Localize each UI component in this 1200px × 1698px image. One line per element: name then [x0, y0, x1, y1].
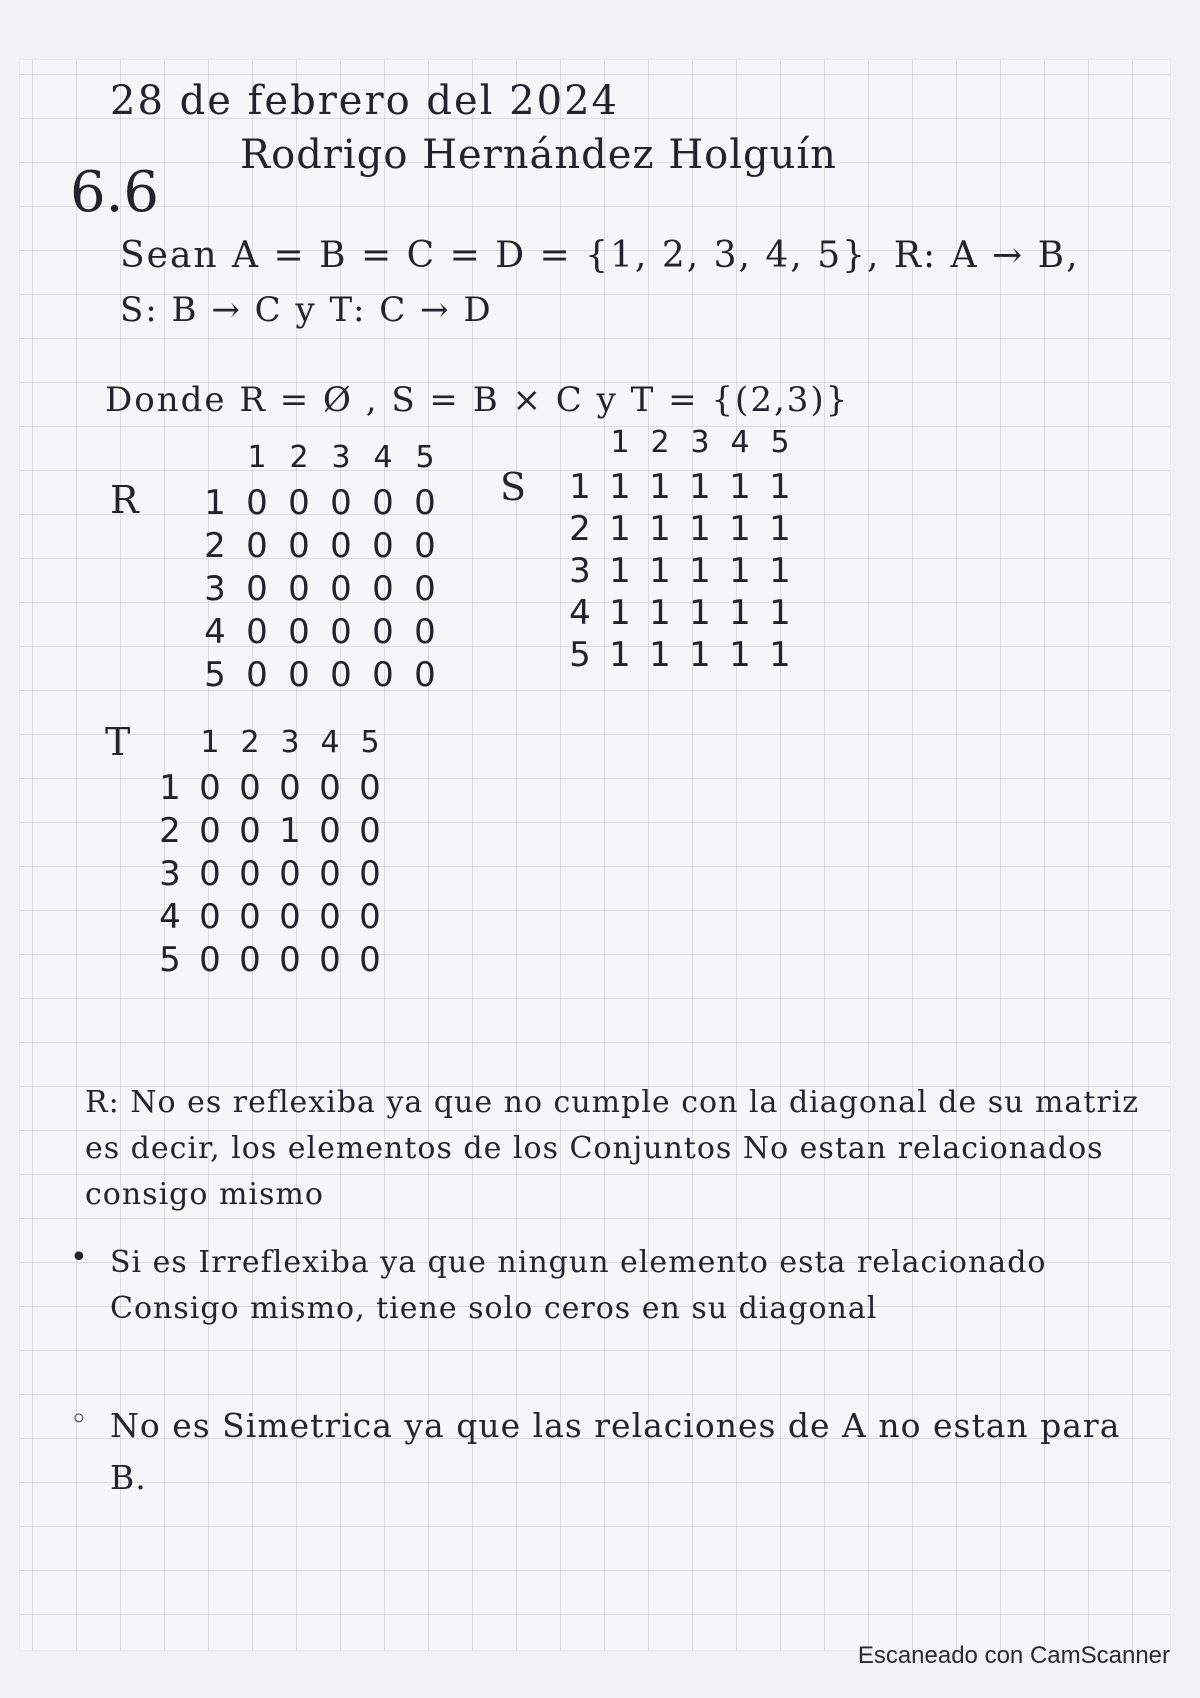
note-irreflexive: Si es Irreflexiba ya que ningun elemento esta relacionado Consigo mismo, tiene solo ceros en su diagonal	[110, 1245, 1047, 1326]
matrix-column-header: 4	[320, 725, 340, 760]
matrix-column-header: 5	[415, 440, 435, 475]
scanner-watermark: Escaneado con CamScanner	[857, 1642, 1170, 1669]
matrix-cell: 0	[246, 483, 268, 523]
matrix-cell: 0	[330, 569, 352, 609]
matrix-cell: 1	[279, 811, 301, 851]
matrix-column-header: 4	[373, 440, 393, 475]
matrix-cell: 1	[649, 593, 671, 633]
matrix-column-header: 5	[360, 725, 380, 760]
matrix-cell: 1	[689, 635, 711, 675]
matrix-cell: 1	[729, 593, 751, 633]
matrix-row-header: 5	[204, 655, 226, 695]
matrix-cell: 0	[246, 526, 268, 566]
matrix-column-header: 3	[280, 725, 300, 760]
matrix-cell: 1	[689, 551, 711, 591]
matrix-cell: 1	[729, 509, 751, 549]
matrix-column-header: 1	[200, 725, 220, 760]
bullet-icon: ◦	[70, 1402, 88, 1437]
matrix-cell: 0	[359, 811, 381, 851]
matrix-row-header: 1	[569, 467, 591, 507]
matrix-cell: 0	[330, 483, 352, 523]
matrix-cell: 0	[279, 854, 301, 894]
matrix-t-label: T	[105, 720, 131, 764]
matrix-cell: 0	[279, 940, 301, 980]
matrix-cell: 1	[609, 593, 631, 633]
matrix-cell: 1	[609, 635, 631, 675]
matrix-row-header: 2	[204, 526, 226, 566]
matrix-cell: 0	[319, 854, 341, 894]
matrix-cell: 0	[414, 569, 436, 609]
matrix-cell: 0	[372, 526, 394, 566]
statement-line-3: Donde R = Ø , S = B × C y T = {(2,3)}	[105, 380, 850, 420]
matrix-cell: 0	[288, 483, 310, 523]
matrix-cell: 1	[769, 635, 791, 675]
matrix-r-label: R	[110, 478, 139, 522]
matrix-cell: 0	[319, 768, 341, 808]
matrix-row-header: 2	[569, 509, 591, 549]
matrix-cell: 0	[199, 854, 221, 894]
matrix-cell: 0	[288, 612, 310, 652]
matrix-cell: 0	[414, 526, 436, 566]
statement-line-2: S: B → C y T: C → D	[120, 290, 493, 330]
matrix-cell: 0	[279, 768, 301, 808]
matrix-cell: 0	[319, 897, 341, 937]
matrix-cell: 1	[609, 467, 631, 507]
matrix-cell: 0	[414, 655, 436, 695]
note-symmetric: No es Simetrica ya que las relaciones de A no estan para B.	[110, 1406, 1121, 1497]
matrix-cell: 1	[649, 635, 671, 675]
matrix-cell: 0	[372, 655, 394, 695]
matrix-column-header: 2	[650, 425, 670, 460]
matrix-cell: 0	[288, 526, 310, 566]
matrix-row-header: 1	[159, 768, 181, 808]
matrix-cell: 0	[199, 768, 221, 808]
matrix-row-header: 3	[159, 854, 181, 894]
matrix-column-header: 2	[289, 440, 309, 475]
matrix-cell: 0	[359, 768, 381, 808]
matrix-column-header: 3	[690, 425, 710, 460]
matrix-cell: 1	[769, 593, 791, 633]
matrix-cell: 0	[372, 612, 394, 652]
bullet-icon: •	[70, 1240, 88, 1275]
matrix-cell: 0	[239, 897, 261, 937]
exercise-number: 6.6	[70, 160, 160, 225]
matrix-cell: 1	[689, 509, 711, 549]
matrix-cell: 0	[359, 940, 381, 980]
matrix-cell: 0	[414, 612, 436, 652]
matrix-cell: 0	[239, 940, 261, 980]
matrix-column-header: 1	[610, 425, 630, 460]
matrix-cell: 0	[279, 897, 301, 937]
matrix-cell: 1	[769, 551, 791, 591]
matrix-cell: 1	[649, 509, 671, 549]
matrix-cell: 1	[649, 467, 671, 507]
author-name: Rodrigo Hernández Holguín	[240, 132, 837, 178]
matrix-row-header: 3	[204, 569, 226, 609]
matrix-cell: 0	[288, 569, 310, 609]
matrix-cell: 1	[729, 467, 751, 507]
matrix-cell: 1	[609, 509, 631, 549]
matrix-cell: 0	[330, 655, 352, 695]
matrix-cell: 0	[414, 483, 436, 523]
matrix-cell: 0	[199, 811, 221, 851]
matrix-row-header: 5	[159, 940, 181, 980]
date-line: 28 de febrero del 2024	[110, 78, 619, 124]
matrix-row-header: 4	[159, 897, 181, 937]
matrix-cell: 0	[330, 612, 352, 652]
matrix-cell: 0	[246, 612, 268, 652]
matrix-cell: 0	[239, 854, 261, 894]
matrix-column-header: 2	[240, 725, 260, 760]
matrix-column-header: 4	[730, 425, 750, 460]
matrix-cell: 0	[246, 569, 268, 609]
matrix-cell: 0	[199, 940, 221, 980]
note-reflexive: R: No es reflexiba ya que no cumple con la diagonal de su matriz es decir, los elementos de los Conjuntos No estan relacionados consigo mismo	[85, 1085, 1140, 1212]
matrix-cell: 1	[769, 509, 791, 549]
matrix-cell: 1	[689, 467, 711, 507]
statement-line-1: Sean A = B = C = D = {1, 2, 3, 4, 5}, R: A → B,	[120, 235, 1080, 276]
matrix-s-label: S	[500, 465, 527, 509]
matrix-cell: 0	[239, 768, 261, 808]
matrix-row-header: 3	[569, 551, 591, 591]
matrix-cell: 1	[769, 467, 791, 507]
matrix-column-header: 1	[247, 440, 267, 475]
matrix-cell: 0	[239, 811, 261, 851]
matrix-row-header: 4	[569, 593, 591, 633]
matrix-row-header: 2	[159, 811, 181, 851]
matrix-cell: 0	[246, 655, 268, 695]
matrix-cell: 0	[330, 526, 352, 566]
matrix-cell: 0	[372, 569, 394, 609]
matrix-column-header: 5	[770, 425, 790, 460]
matrix-cell: 1	[729, 635, 751, 675]
matrix-cell: 0	[199, 897, 221, 937]
matrix-cell: 1	[609, 551, 631, 591]
matrix-cell: 1	[649, 551, 671, 591]
matrix-column-header: 3	[331, 440, 351, 475]
matrix-row-header: 1	[204, 483, 226, 523]
matrix-cell: 0	[372, 483, 394, 523]
matrix-cell: 1	[689, 593, 711, 633]
matrix-cell: 0	[288, 655, 310, 695]
matrix-cell: 0	[359, 854, 381, 894]
matrix-cell: 0	[319, 940, 341, 980]
matrix-cell: 1	[729, 551, 751, 591]
matrix-row-header: 4	[204, 612, 226, 652]
matrix-row-header: 5	[569, 635, 591, 675]
matrix-cell: 0	[359, 897, 381, 937]
matrix-cell: 0	[319, 811, 341, 851]
